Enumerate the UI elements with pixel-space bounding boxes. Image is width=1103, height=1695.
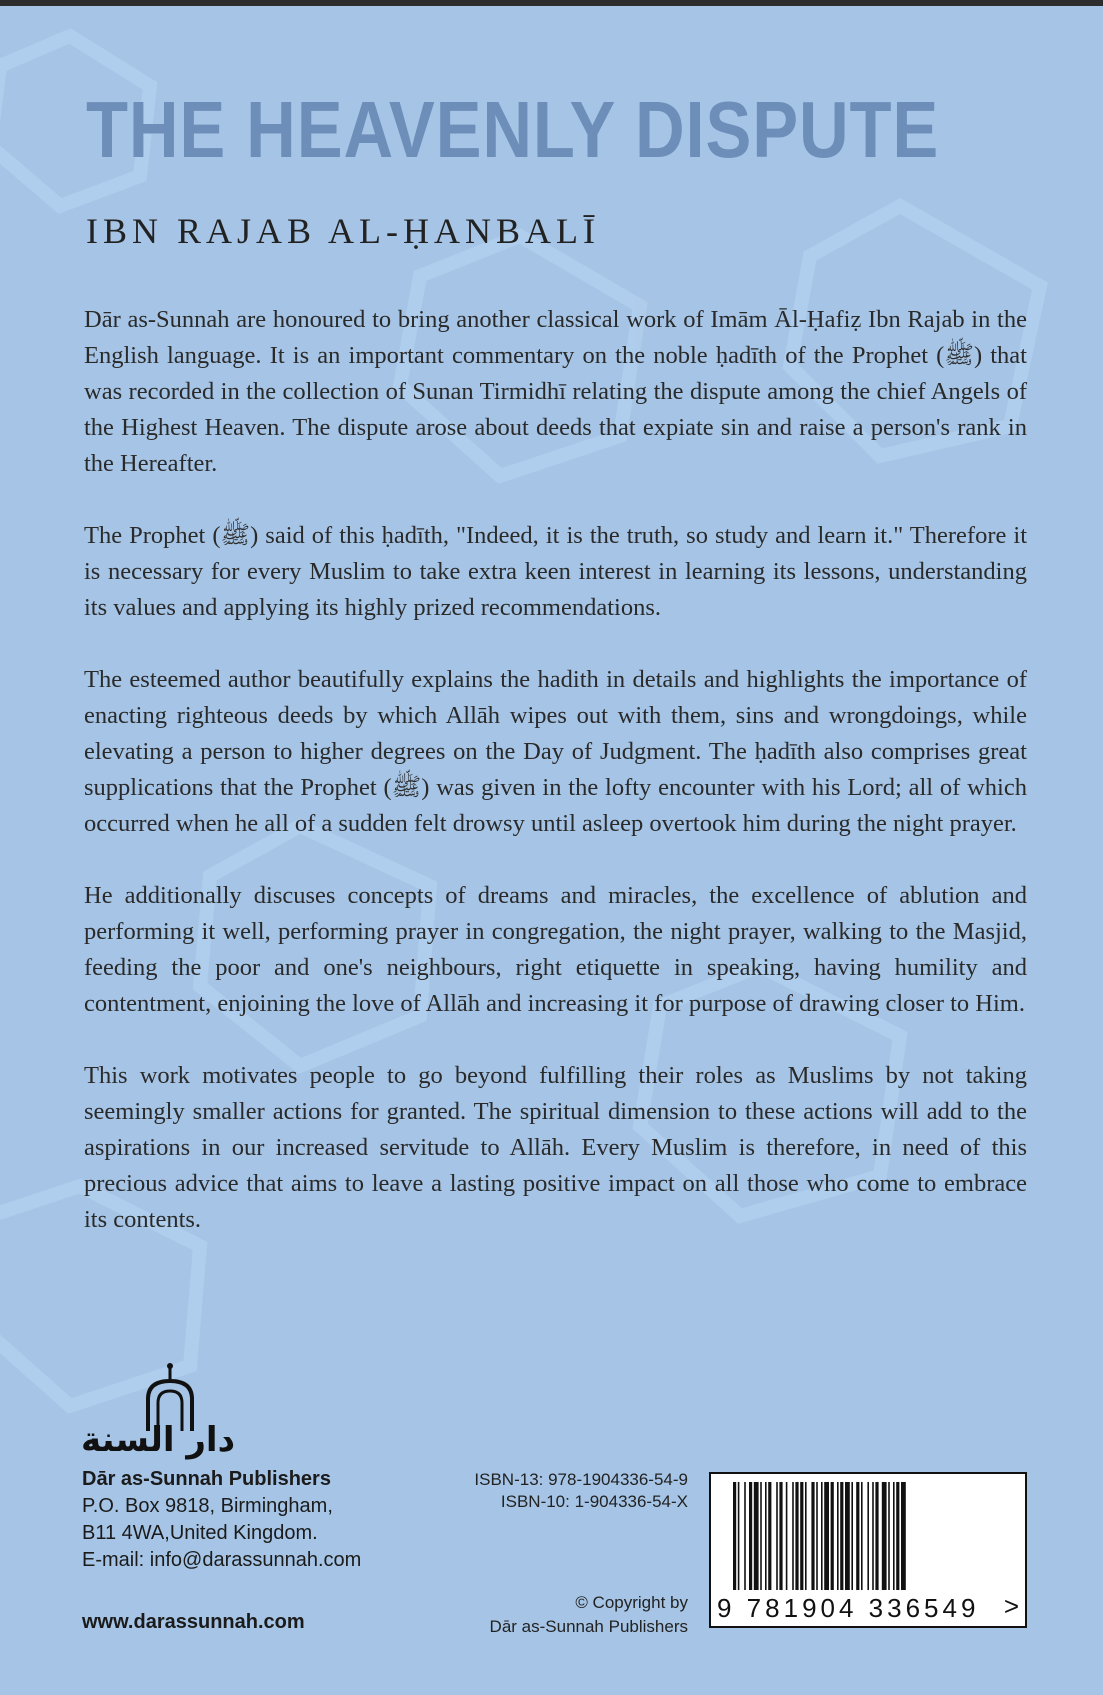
barcode-bar xyxy=(816,1482,818,1590)
barcode-bar xyxy=(872,1482,874,1590)
barcode-number: 9 781904 336549 xyxy=(717,1593,980,1623)
barcode-bar xyxy=(744,1482,746,1590)
barcode-bar xyxy=(888,1482,890,1590)
isbn-13: ISBN-13: 978-1904336-54-9 xyxy=(474,1470,688,1489)
copyright-line: © Copyright by xyxy=(575,1593,688,1612)
barcode-arrow: > xyxy=(1003,1591,1019,1621)
barcode-bar xyxy=(765,1482,767,1590)
barcode-bar xyxy=(837,1482,839,1590)
barcode-bar xyxy=(831,1482,834,1590)
book-author: IBN RAJAB AL-ḤANBALĪ xyxy=(86,211,600,251)
publisher-name: Dār as-Sunnah Publishers xyxy=(82,1468,331,1490)
publisher-website: www.darassunnah.com xyxy=(82,1611,305,1633)
description-paragraph: He additionally discuses concepts of dreams and miracles, the excellence of ablution and performing it well, performing prayer in congregation, the night prayer, walking to the Masjid, feeding the poor and one's neighbours, right etiquette in speaking, having humility and contentment, enjoining the love of Allāh and increasing it for purpose of drawing closer to Him. xyxy=(84,882,1027,1017)
address-line: P.O. Box 9818, Birmingham, xyxy=(82,1495,333,1517)
publisher-email: E-mail: info@darassunnah.com xyxy=(82,1549,362,1571)
barcode-bar xyxy=(845,1482,850,1590)
barcode-bar xyxy=(851,1482,853,1590)
barcode-bar xyxy=(861,1482,863,1590)
barcode-bar xyxy=(786,1482,788,1590)
barcode-bar xyxy=(840,1482,843,1590)
barcode-bar xyxy=(795,1482,798,1590)
barcode-bar xyxy=(875,1482,878,1590)
barcode-bar xyxy=(821,1482,823,1590)
description-paragraph: The Prophet (ﷺ) said of this ḥadīth, "Indeed, it is the truth, so study and learn it." Therefore it is necessary for every Muslim to take extra keen interest in learning its lessons, understanding its values and applying its highly prized recommendations. xyxy=(84,522,1027,621)
barcode-bar xyxy=(792,1482,794,1590)
barcode-bar xyxy=(867,1482,869,1590)
isbn-10: ISBN-10: 1-904336-54-X xyxy=(500,1492,688,1511)
barcode-bar xyxy=(811,1482,814,1590)
description-paragraph: Dār as-Sunnah are honoured to bring another classical work of Imām Āl-Ḥafiẓ Ibn Rajab in the English language. It is an important commentary on the noble ḥadīth of the Prophet (ﷺ) that was recorded in the collection of Sunan Tirmidhī relating the dispute among the chief Angels of the Highest Heaven. The dispute arose about deeds that expiate sin and raise a person's rank in the Hereafter. xyxy=(84,306,1027,477)
barcode-bar xyxy=(896,1482,899,1590)
copyright-block xyxy=(420,1591,688,1639)
barcode-bar xyxy=(754,1482,759,1590)
description-paragraph: The esteemed author beautifully explains the hadith in details and highlights the importance of enacting righteous deeds by which Allāh wipes out with them, sins and wrongdoings, while elevating a person to higher degrees on the Day of Judgment. The ḥadīth also comprises great supplications that the Prophet (ﷺ) was given in the lofty encounter with his Lord; all of which occurred when he all of a sudden felt drowsy until asleep overtook him during the night prayer. xyxy=(84,666,1027,837)
copyright-line: Dār as-Sunnah Publishers xyxy=(489,1617,688,1636)
book-title: THE HEAVENLY DISPUTE xyxy=(86,85,940,174)
barcode-bar xyxy=(824,1482,829,1590)
publisher-logo xyxy=(78,1361,238,1461)
barcode-bar xyxy=(768,1482,771,1590)
barcode-bar xyxy=(779,1482,782,1590)
barcode xyxy=(709,1472,1027,1628)
barcode-bar xyxy=(893,1482,895,1590)
barcode-bar xyxy=(800,1482,803,1590)
barcode-bar xyxy=(738,1482,740,1590)
barcode-bar xyxy=(856,1482,859,1590)
publisher-logo-text: دار السنة xyxy=(80,1420,236,1460)
barcode-bars xyxy=(711,1474,1025,1594)
publisher-address xyxy=(82,1466,361,1574)
address-line: B11 4WA,United Kingdom. xyxy=(82,1522,318,1544)
book-description xyxy=(84,302,1027,1274)
barcode-bar xyxy=(760,1482,762,1590)
barcode-bar xyxy=(733,1482,736,1590)
barcode-bar xyxy=(901,1482,906,1590)
barcode-bar xyxy=(776,1482,778,1590)
barcode-bar xyxy=(882,1482,887,1590)
barcode-bar xyxy=(805,1482,807,1590)
isbn-block xyxy=(420,1469,688,1513)
barcode-bar xyxy=(749,1482,752,1590)
description-paragraph: This work motivates people to go beyond fulfilling their roles as Muslims by not taking seemingly smaller actions for granted. The spiritual dimension to these actions will add to the aspirations in our increased servitude to Allāh. Every Muslim is therefore, in need of this precious advice that aims to leave a lasting positive impact on all those who come to embrace its contents. xyxy=(84,1062,1027,1233)
